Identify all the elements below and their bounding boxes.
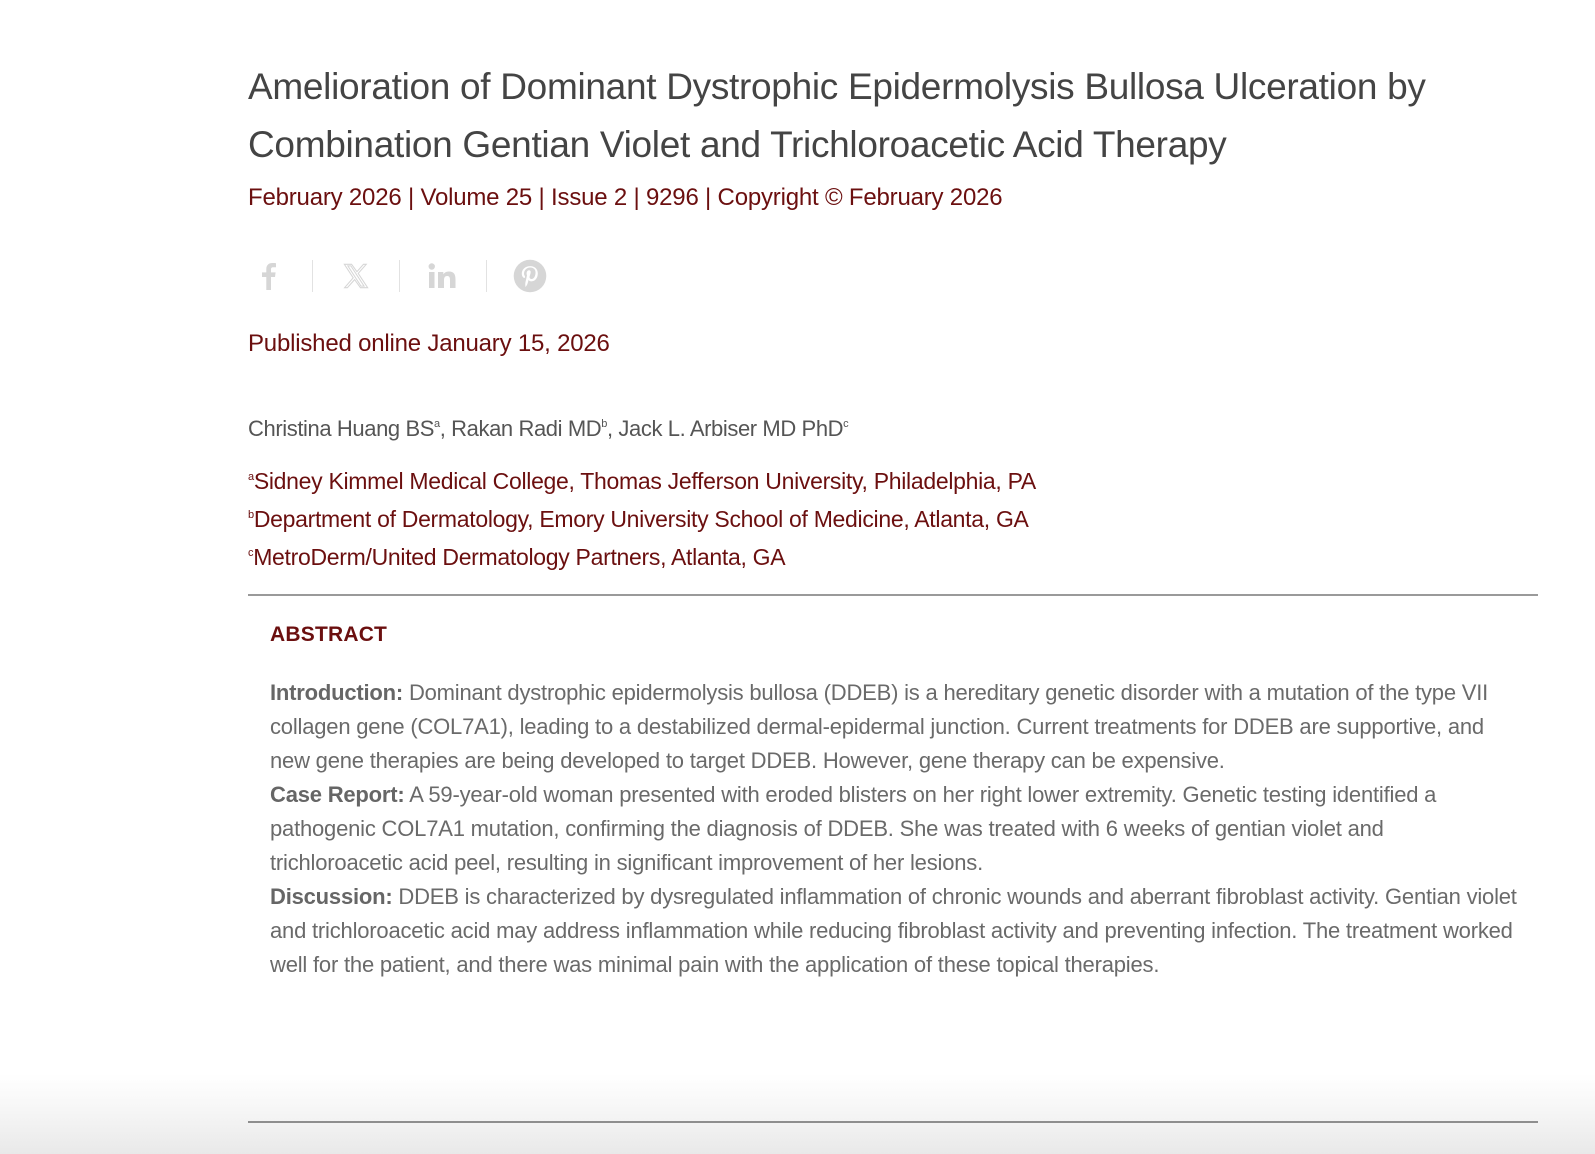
- author[interactable]: Jack L. Arbiser MD PhD$^c$: [618, 416, 849, 441]
- author[interactable]: Christina Huang $BS^a$: [248, 416, 440, 441]
- social-share-bar: [248, 258, 1560, 294]
- divider: [486, 260, 487, 292]
- divider: [399, 260, 400, 292]
- abstract-case-report: Case Report: A 59-year-old woman presented with eroded blisters on her right lower extremity. Genetic testing identified a pathogenic COL7A1 mutation, confirming the diagnosis of DDEB. She was treated with 6 weeks of gentian violet and trichloroacetic acid peel, resulting in significant improvement of her lesions.: [270, 782, 1437, 875]
- article-title: Amelioration of Dominant Dystrophic Epidermolysis Bullosa Ulceration by Combination Gentian Violet and Trichloroacetic Acid Therapy: [248, 66, 1426, 165]
- article: [248, 58, 1560, 982]
- author-list: Christina Huang $BS^a$, Rakan Radi $MD^b$, Jack L. Arbiser MD PhD$^c$: [248, 416, 849, 441]
- abstract-heading: ABSTRACT: [270, 623, 388, 646]
- affiliation-item: $^a$Sidney Kimmel Medical College, Thomas Jefferson University, Philadelphia, PA: [248, 468, 1036, 494]
- abstract-introduction: Introduction: Dominant dystrophic epidermolysis bullosa (DDEB) is a hereditary genetic disorder with a mutation of the type VII collagen gene (COL7A1), leading to a destabilized dermal-epidermal junction. Current treatments for DDEB are supportive, and new gene therapies are being developed to target DDEB. However, gene therapy can be expensive.: [270, 680, 1489, 773]
- abstract-section: [248, 596, 1520, 982]
- bottom-fade: [0, 1074, 1595, 1154]
- affiliation-list: [248, 462, 1560, 576]
- issue-meta: February 2026 | Volume 25 | Issue 2 | 9296 | Copyright © February 2026: [248, 184, 1003, 211]
- affiliation-item: $^c$MetroDerm/United Dermatology Partners, Atlanta, GA: [248, 544, 786, 570]
- section-divider-bottom: [248, 1121, 1538, 1123]
- author[interactable]: Rakan Radi $MD^b$: [451, 416, 607, 441]
- section-label: Case Report:: [270, 782, 405, 807]
- facebook-icon[interactable]: [248, 258, 290, 294]
- section-label: Introduction:: [270, 680, 404, 705]
- abstract-body: [270, 676, 1520, 982]
- section-label: Discussion:: [270, 884, 393, 909]
- x-twitter-icon[interactable]: [335, 258, 377, 294]
- published-date: Published online January 15, 2026: [248, 330, 610, 357]
- affiliation-item: $^b$Department of Dermatology, Emory University School of Medicine, Atlanta, GA: [248, 506, 1029, 532]
- pinterest-icon[interactable]: [509, 258, 551, 294]
- abstract-discussion: Discussion: DDEB is characterized by dysregulated inflammation of chronic wounds and aberrant fibroblast activity. Gentian violet and trichloroacetic acid may address inflammation while reducing fibroblast activity and preventing infection. The treatment worked well for the patient, and there was minimal pain with the application of these topical therapies.: [270, 884, 1517, 977]
- linkedin-icon[interactable]: [422, 258, 464, 294]
- divider: [312, 260, 313, 292]
